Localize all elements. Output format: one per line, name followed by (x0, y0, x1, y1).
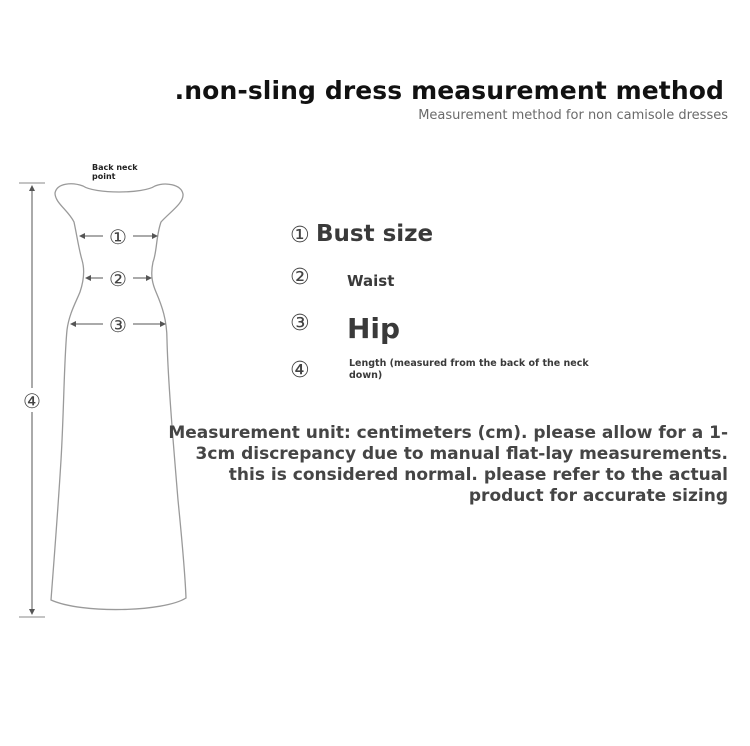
back-neck-label: Back neck point (92, 163, 138, 181)
page-title: .non-sling dress measurement method (174, 76, 724, 105)
hip-marker: ③ (109, 313, 127, 337)
bust-marker: ① (109, 225, 127, 249)
measurement-note: Measurement unit: centimeters (cm). please allow for a 1-3cm discrepancy due to manual flat-lay measurements. this is considered normal. please refer to the actual product for accurate sizing (168, 423, 728, 506)
legend-num-waist: ② (290, 265, 310, 290)
legend-label-length: Length (measured from the back of the neck down) (349, 358, 589, 381)
dress-diagram (0, 150, 200, 630)
page-subtitle: Measurement method for non camisole dresses (418, 108, 728, 123)
legend-num-hip: ③ (290, 311, 310, 336)
legend-num-bust: ① (290, 223, 310, 248)
length-marker: ④ (23, 389, 41, 413)
legend-num-length: ④ (290, 358, 310, 383)
legend-label-waist: Waist (347, 272, 395, 290)
legend-label-hip: Hip (347, 312, 401, 345)
legend-label-bust: Bust size (316, 221, 434, 247)
waist-marker: ② (109, 267, 127, 291)
